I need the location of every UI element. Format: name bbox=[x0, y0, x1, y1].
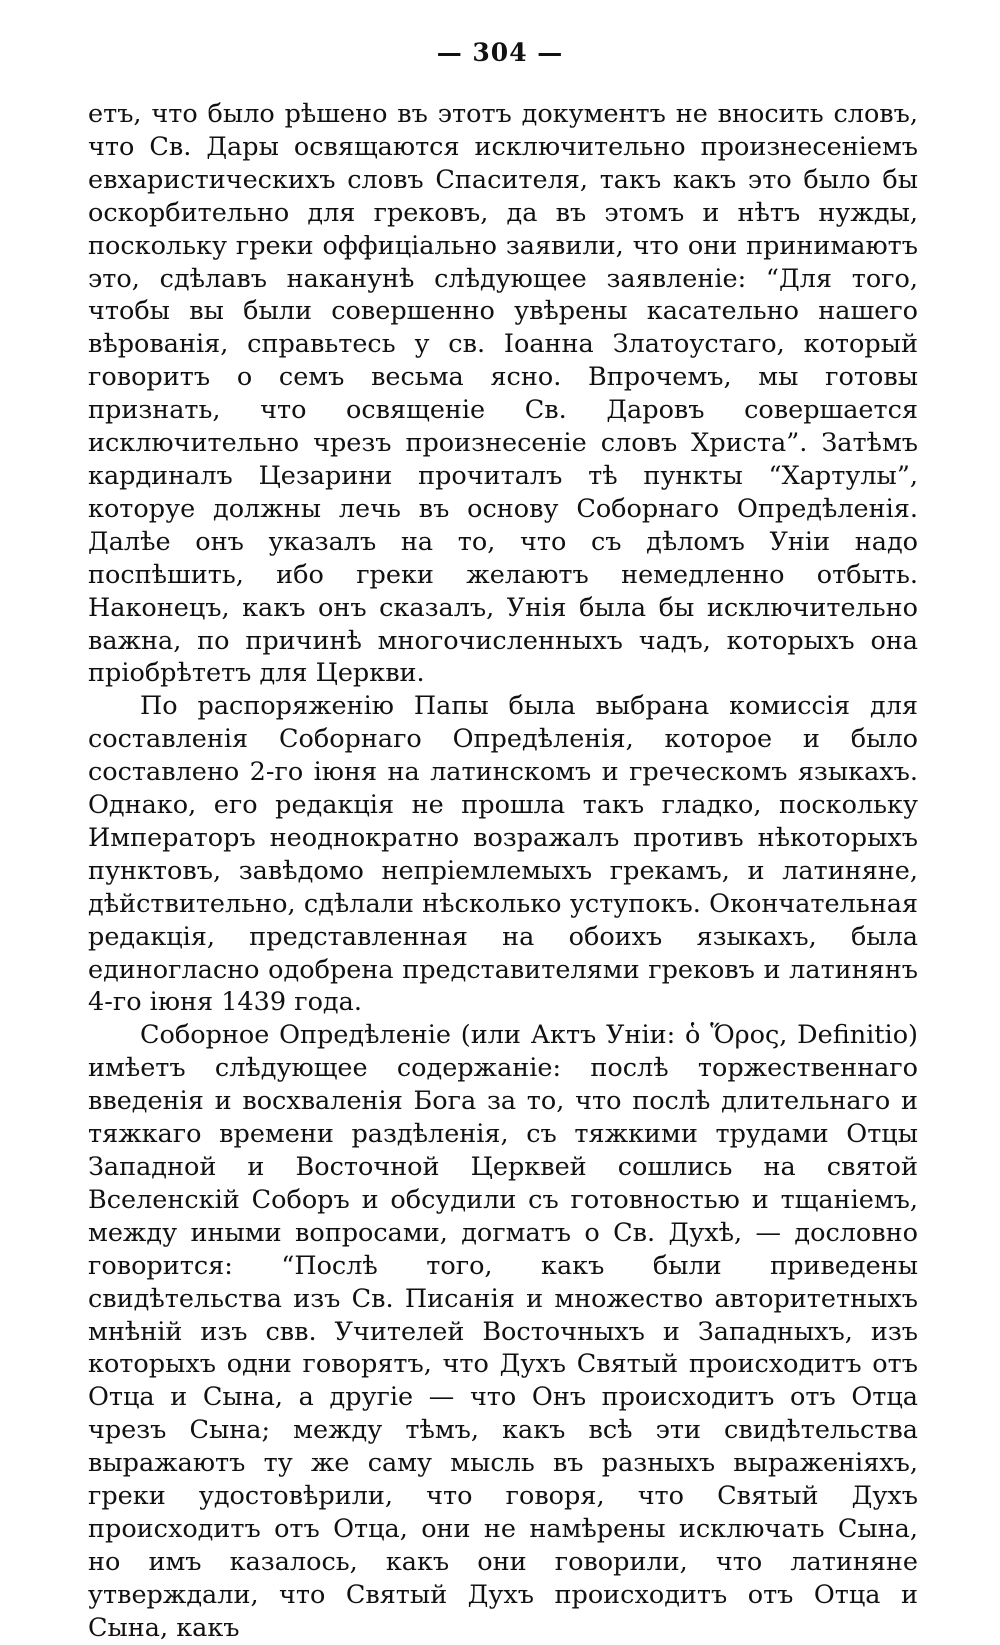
paragraph-1: етъ, что было рѣшено въ этотъ документъ не вносить словъ, что Св. Дары освящаются исключительно произнесеніемъ евхаристическихъ словъ Спасителя, такъ какъ это было бы оскорбительно для грековъ, да въ этомъ и нѣтъ нужды, поскольку греки оффиціально заявили, что они принимаютъ это, сдѣлавъ наканунѣ слѣдующее заявленіе: “Для того, чтобы вы были совершенно увѣрены касательно нашего вѣрованія, справьтесь у св. Іоанна Златоустаго, который говоритъ о семъ весьма ясно. Впрочемъ, мы готовы признать, что освященіе Св. Даровъ совершается исключительно чрезъ произнесеніе словъ Христа”. Затѣмъ кардиналъ Цезарини прочиталъ тѣ пункты “Хартулы”, которуе должны лечь въ основу Соборнаго Опредѣленія. Далѣе онъ указалъ на то, что съ дѣломъ Уніи надо поспѣшить, ибо греки желаютъ немедленно отбыть. Наконецъ, какъ онъ сказалъ, Унія была бы исключительно важна, по причинѣ многочисленныхъ чадъ, которыхъ она пріобрѣтетъ для Церкви. bbox=[88, 99, 918, 689]
page-number: — 304 — bbox=[436, 38, 564, 67]
paragraph-3: Соборное Опредѣленіе (или Актъ Уніи: ὁ Ὅρος, Definitio) имѣетъ слѣдующее содержаніе: послѣ торжественнаго введенія и восхваленія Бога за то, что послѣ длительнаго и тяжкаго времени раздѣленія, съ тяжкими трудами Отцы Западной и Восточной Церквей сошлись на святой Вселенскій Соборъ и обсудили съ готовностью и тщаніемъ, между иными вопросами, догматъ о Св. Духѣ, — дословно говорится: “Послѣ того, какъ были приведены свидѣтельства изъ Св. Писанія и множество авторитетныхъ мнѣній изъ свв. Учителей Восточныхъ и Западныхъ, изъ которыхъ одни говорятъ, что Духъ Святый происходитъ отъ Отца и Сына, а другіе — что Онъ происходитъ отъ Отца чрезъ Сына; между тѣмъ, какъ всѣ эти свидѣтельства выражаютъ ту же саму мысль въ разныхъ выраженіяхъ, греки удостовѣрили, что говоря, что Святый Духъ происходитъ отъ Отца, они не намѣрены исключать Сына, но имъ казалось, какъ они говорили, что латиняне утверждали, что Святый Духъ происходитъ отъ Отца и Сына, какъ bbox=[88, 1020, 918, 1643]
body-text bbox=[88, 98, 918, 1645]
paragraph-2: По распоряженію Папы была выбрана комиссія для составленія Соборнаго Опредѣленія, которое и было составлено 2-го іюня на латинскомъ и греческомъ языкахъ. Однако, его редакція не прошла такъ гладко, поскольку Императоръ неоднократно возражалъ противъ нѣкоторыхъ пунктовъ, завѣдомо непріемлемыхъ грекамъ, и латиняне, дѣйствительно, сдѣлали нѣсколько уступокъ. Окончательная редакція, представленная на обоихъ языкахъ, была единогласно одобрена представителями грековъ и латинянъ 4-го іюня 1439 года. bbox=[88, 691, 918, 1018]
